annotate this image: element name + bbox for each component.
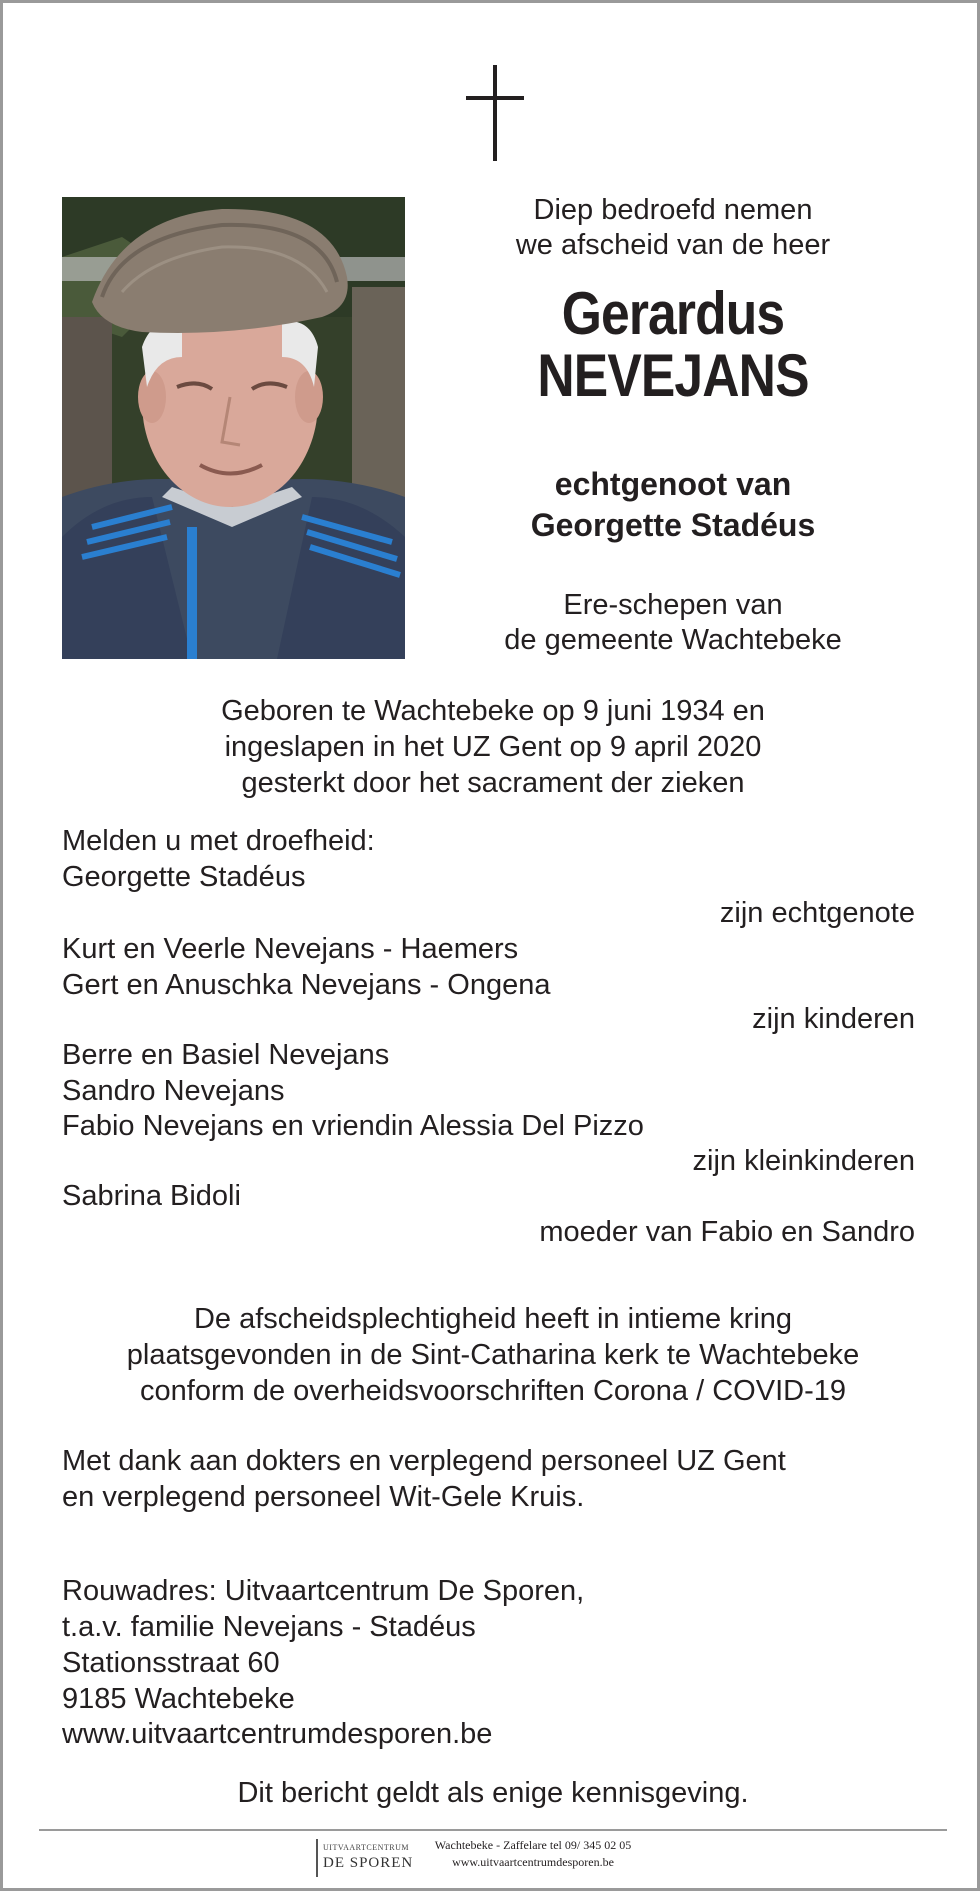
intro-text bbox=[473, 193, 873, 263]
intro-line: Diep bedroefd nemen bbox=[533, 194, 813, 226]
thanks-line: Met dank aan dokters en verplegend personeel UZ Gent bbox=[62, 1445, 786, 1477]
footer-contact-line: Wachtebeke - Zaffelare tel 09/ 345 02 05 bbox=[434, 1838, 632, 1852]
role-text bbox=[473, 588, 873, 658]
first-name: Gerardus bbox=[561, 280, 785, 347]
death-line: ingeslapen in het UZ Gent op 9 april 2020 bbox=[224, 731, 762, 763]
address-line: Stationsstraat 60 bbox=[62, 1647, 280, 1679]
family-heading: Melden u met droefheid: bbox=[62, 825, 375, 857]
birth-line: Geboren te Wachtebeke op 9 juni 1934 en bbox=[221, 695, 765, 727]
family-child: Kurt en Veerle Nevejans - Haemers bbox=[62, 933, 519, 965]
logo-big-text: DE SPOREN bbox=[323, 1855, 414, 1871]
logo-small-text: UITVAARTCENTRUM bbox=[323, 1843, 409, 1852]
sacrament-line: gesterkt door het sacrament der zieken bbox=[241, 767, 745, 799]
spouse-line bbox=[473, 464, 873, 546]
family-grandchild: Berre en Basiel Nevejans bbox=[62, 1039, 390, 1071]
footer-contact bbox=[413, 1837, 653, 1871]
ceremony-line: plaatsgevonden in de Sint-Catharina kerk te Wachtebeke bbox=[126, 1339, 860, 1371]
address-line: t.a.v. familie Nevejans - Stadéus bbox=[62, 1611, 476, 1643]
intro-line: we afscheid van de heer bbox=[515, 229, 831, 261]
family-grandchild: Sandro Nevejans bbox=[62, 1075, 285, 1107]
deceased-name bbox=[501, 280, 845, 409]
spouse-line-2: Georgette Stadéus bbox=[530, 507, 816, 543]
ceremony-line: De afscheidsplechtigheid heeft in intieme kring bbox=[193, 1303, 793, 1335]
family-grandchildren-relation: zijn kleinkinderen bbox=[692, 1145, 915, 1177]
ceremony-info bbox=[43, 1301, 943, 1409]
family-spouse-relation: zijn echtgenote bbox=[719, 897, 915, 929]
portrait-photo bbox=[62, 197, 405, 659]
footer-website: www.uitvaartcentrumdesporen.be bbox=[452, 1855, 614, 1869]
family-spouse-name: Georgette Stadéus bbox=[62, 861, 306, 893]
role-line-1: Ere-schepen van bbox=[563, 589, 783, 621]
family-child: Gert en Anuschka Nevejans - Ongena bbox=[62, 969, 551, 1001]
footer-divider bbox=[39, 1829, 947, 1831]
last-name: NEVEJANS bbox=[537, 342, 809, 409]
funeral-home-logo bbox=[316, 1837, 414, 1879]
role-line-2: de gemeente Wachtebeke bbox=[504, 624, 842, 656]
family-children-relation: zijn kinderen bbox=[752, 1003, 915, 1035]
spouse-line-1: echtgenoot van bbox=[554, 466, 792, 502]
address-website: www.uitvaartcentrumdesporen.be bbox=[62, 1718, 493, 1750]
ceremony-line: conform de overheidsvoorschriften Corona / COVID-19 bbox=[140, 1375, 846, 1407]
address-line: 9185 Wachtebeke bbox=[62, 1683, 295, 1715]
thanks-line: en verplegend personeel Wit-Gele Kruis. bbox=[62, 1481, 585, 1513]
family-other-name: Sabrina Bidoli bbox=[62, 1180, 241, 1212]
birth-death-info bbox=[43, 693, 943, 801]
cross-icon bbox=[466, 65, 524, 161]
address-line: Rouwadres: Uitvaartcentrum De Sporen, bbox=[62, 1575, 585, 1607]
family-grandchild: Fabio Nevejans en vriendin Alessia Del Pizzo bbox=[62, 1110, 644, 1142]
family-other-relation: moeder van Fabio en Sandro bbox=[539, 1216, 915, 1248]
final-note: Dit bericht geldt als enige kennisgeving. bbox=[237, 1777, 749, 1809]
